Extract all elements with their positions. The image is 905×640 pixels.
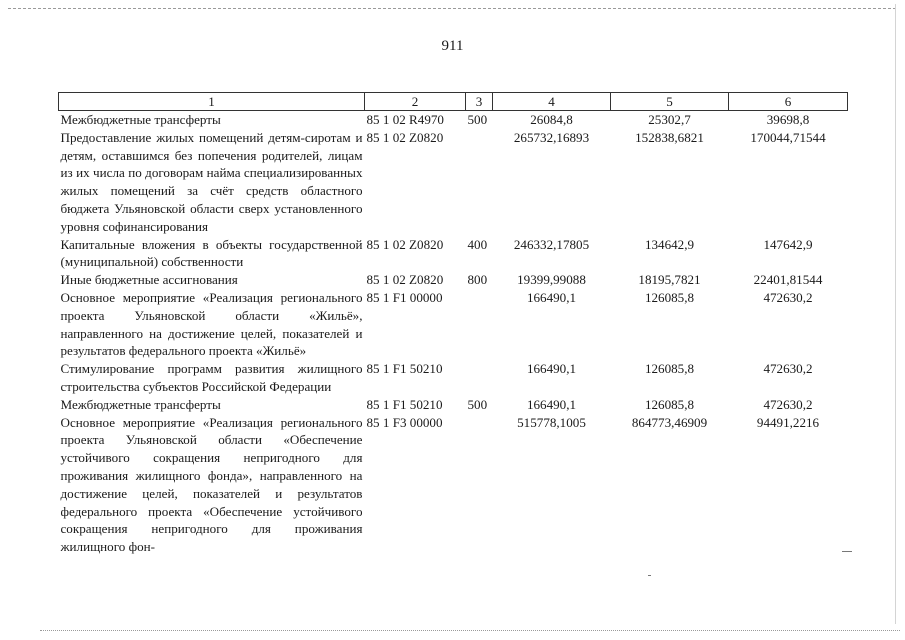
row-type [466, 289, 493, 360]
table-row [59, 111, 848, 129]
scan-border-bottom [40, 630, 900, 631]
row-code: 85 1 F1 50210 [366, 361, 443, 377]
table-row [59, 271, 848, 289]
table-row [59, 236, 848, 272]
row-type: 400 [467, 236, 488, 252]
row-code: 85 1 F1 50210 [366, 396, 443, 412]
row-code: 85 1 F1 00000 [366, 289, 443, 305]
row-type [466, 360, 493, 396]
table-row [59, 360, 848, 396]
budget-table [58, 92, 848, 556]
column-header: 2 [365, 93, 466, 111]
row-code: 85 1 02 Z0820 [366, 272, 444, 288]
row-value-5: 864773,46909 [631, 414, 708, 430]
row-value-6: 39698,8 [766, 112, 810, 127]
row-code: 85 1 F3 00000 [366, 414, 443, 430]
row-name: Основное мероприятие «Реализация регионального проекта Ульяновской области «Обеспечение устойчивого сокращения непригодного для проживания жилищного фонда», направленного на достижение целей, показателей и результатов федерального проекта «Обеспечение устойчивого сокращения непригодного для проживания жилищного фон- [60, 414, 363, 555]
table-row [59, 396, 848, 414]
scan-border-top [8, 8, 896, 9]
row-code: 85 1 02 Z0820 [366, 236, 444, 252]
row-value-6: 170044,71544 [750, 129, 826, 145]
column-header: 1 [59, 93, 365, 111]
column-header: 5 [611, 93, 729, 111]
row-value-4: 265732,16893 [513, 129, 590, 145]
row-value-6: 472630,2 [763, 289, 813, 305]
scan-border-right [895, 4, 896, 624]
row-type: 500 [467, 396, 488, 412]
row-value-5: 126085,8 [644, 361, 695, 377]
row-value-4: 19399,99088 [517, 272, 586, 288]
row-name: Межбюджетные трансферты [60, 396, 221, 412]
row-name: Иные бюджетные ассигнования [60, 272, 238, 288]
row-value-4: 166490,1 [526, 289, 577, 305]
row-value-5: 152838,6821 [635, 129, 704, 145]
table-row [59, 129, 848, 236]
row-value-4: 26084,8 [530, 112, 573, 127]
column-header: 3 [466, 93, 493, 111]
row-value-6: 22401,81544 [753, 272, 823, 288]
row-code: 85 1 02 R4970 [366, 112, 444, 127]
row-value-5: 18195,7821 [638, 272, 701, 288]
table-header-row [59, 93, 848, 111]
row-name: Стимулирование программ развития жилищного строительства субъектов Российской Федерации [60, 361, 363, 394]
row-code: 85 1 02 Z0820 [366, 129, 444, 145]
row-type: 500 [467, 112, 488, 127]
row-name: Предоставление жилых помещений детям-сиротам и детям, оставшимся без попечения родителей, лицам из их числа по договорам найма специализированных жилых помещений за счёт средств областного бюджета Ульяновской области сверх установленного уровня софинансирования [60, 129, 363, 234]
row-value-5: 25302,7 [648, 112, 691, 127]
row-value-6: 147642,9 [763, 236, 813, 252]
column-header: 6 [729, 93, 848, 111]
row-value-4: 246332,17805 [513, 236, 590, 252]
row-value-5: 126085,8 [644, 396, 695, 412]
row-name: Межбюджетные трансферты [60, 112, 221, 127]
table-row [59, 289, 848, 360]
row-value-4: 515778,1005 [517, 414, 586, 430]
column-header: 4 [493, 93, 611, 111]
page-number: 911 [441, 38, 464, 54]
row-name: Основное мероприятие «Реализация регионального проекта Ульяновской области «Жильё», направленного на достижение целей, показателей и результатов федерального проекта «Жильё» [60, 289, 363, 359]
row-type: 800 [467, 272, 488, 288]
scan-mark [648, 575, 651, 576]
row-value-5: 126085,8 [644, 289, 695, 305]
table-row [59, 414, 848, 556]
row-value-6: 472630,2 [763, 396, 813, 412]
row-value-5: 134642,9 [644, 236, 695, 252]
row-type [466, 129, 493, 236]
row-value-6: 472630,2 [763, 361, 813, 377]
row-value-6: 94491,2216 [756, 414, 820, 430]
row-type [466, 414, 493, 556]
row-name: Капитальные вложения в объекты государственной (муниципальной) собственности [60, 236, 363, 270]
row-value-4: 166490,1 [526, 396, 577, 412]
row-value-4: 166490,1 [526, 361, 577, 377]
